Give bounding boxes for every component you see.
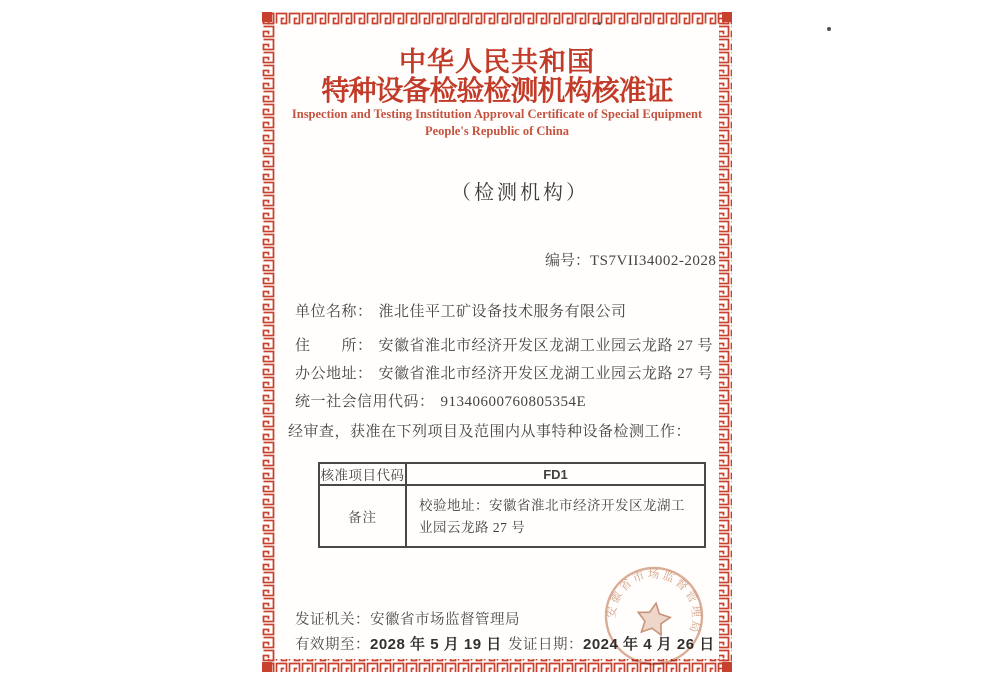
scan-speck: [827, 27, 831, 31]
table-cell-remark-value: 校验地址：安徽省淮北市经济开发区龙湖工业园云龙路 27 号: [419, 498, 685, 535]
issue-date-label: 发证日期：: [508, 637, 583, 653]
title-english-line2: People's Republic of China: [424, 124, 570, 138]
issue-date-value: 2024 年 4 月 26 日: [583, 636, 715, 653]
certificate-number-value: TS7VII34002-2028: [590, 253, 717, 269]
credit-code-label: 统一社会信用代码：: [295, 394, 435, 410]
field-row-company-name: [295, 300, 627, 321]
approval-statement: 经审查，获准在下列项目及范围内从事特种设备检测工作：: [288, 424, 692, 440]
title-english-line1: Inspection and Testing Institution Approval Certificate of Special Equipment: [291, 107, 703, 121]
scan-speck: [598, 22, 601, 25]
certificate-title: 特种设备检验检测机构核准证: [321, 74, 673, 107]
certificate: [262, 12, 732, 672]
domicile-value: 安徽省淮北市经济开发区龙湖工业园云龙路 27 号: [378, 338, 714, 354]
table-cell-remark-label: 备注: [320, 486, 407, 546]
office-address-label: 办公地址：: [295, 366, 373, 382]
company-name-label: 单位名称：: [295, 304, 373, 320]
credit-code-value: 91340600760805354E: [440, 394, 587, 410]
table-cell-project-code-label: 核准项目代码: [320, 464, 407, 486]
approval-table: [318, 462, 706, 548]
domicile-label: 住 所：: [295, 338, 373, 354]
issuer-label: 发证机关：: [295, 612, 370, 628]
office-address-value: 安徽省淮北市经济开发区龙湖工业园云龙路 27 号: [378, 366, 714, 382]
issuer-value: 安徽省市场监督管理局: [370, 612, 520, 628]
certificate-number-label: 编号：: [545, 253, 591, 269]
table-cell-project-code-value: FD1: [407, 464, 704, 486]
org-type-subtitle: （检测机构）: [451, 182, 589, 204]
issuer-row: [295, 608, 520, 629]
field-row-credit-code: [295, 390, 586, 411]
field-row-office-address: [295, 362, 713, 383]
company-name-value: 淮北佳平工矿设备技术服务有限公司: [378, 304, 627, 320]
seal-arc-text: 安徽省市场监督管理局: [605, 568, 702, 636]
official-seal: [590, 552, 718, 680]
valid-until-value: 2028 年 5 月 19 日: [370, 636, 502, 653]
star-icon: [635, 601, 672, 636]
national-title: 中华人民共和国: [399, 47, 595, 78]
valid-until-row: [295, 633, 502, 654]
certificate-number-row: [545, 249, 716, 270]
valid-until-label: 有效期至：: [295, 637, 370, 653]
field-row-domicile: [295, 334, 713, 355]
